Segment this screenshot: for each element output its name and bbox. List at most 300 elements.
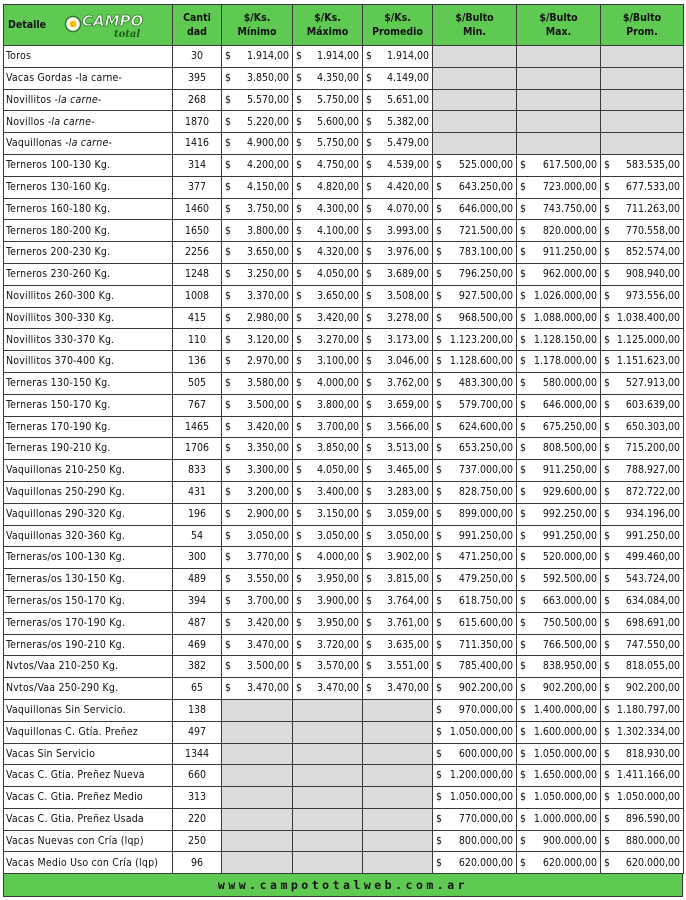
currency-symbol: $ [225, 442, 232, 455]
row-value: 3.761,00 [386, 616, 429, 629]
currency-symbol: $ [436, 529, 443, 542]
row-b-max [517, 198, 601, 220]
currency-symbol: $ [366, 311, 373, 324]
row-b-max [517, 656, 601, 678]
row-value: 929.600,00 [542, 486, 597, 499]
row-value: 675.250,00 [542, 420, 597, 433]
row-value: 3.770,00 [246, 551, 289, 564]
row-value: 3.400,00 [316, 486, 359, 499]
currency-symbol: $ [520, 246, 527, 259]
row-value: 3.250,00 [246, 268, 289, 281]
row-ks-max [293, 569, 363, 591]
currency-symbol: $ [604, 464, 611, 477]
row-value: 646.000,00 [542, 398, 597, 411]
currency-symbol: $ [604, 791, 611, 804]
row-ks-prom [363, 67, 433, 89]
row-value: 4.900,00 [246, 137, 289, 150]
row-value: 1.914,00 [386, 50, 429, 63]
empty-cell [517, 133, 601, 155]
empty-cell [222, 699, 293, 721]
row-b-prom [601, 263, 684, 285]
row-value: 721.500,00 [458, 224, 513, 237]
row-b-min [433, 394, 517, 416]
row-ks-min [222, 656, 293, 678]
empty-cell [433, 67, 517, 89]
row-b-prom [601, 787, 684, 809]
row-detalle-note: -la carne- [54, 93, 102, 106]
row-value: 785.400,00 [458, 660, 513, 673]
row-detalle [4, 830, 173, 852]
row-b-min [433, 220, 517, 242]
row-value: 2.900,00 [246, 507, 289, 520]
row-value: 583.535,00 [625, 159, 680, 172]
row-detalle [4, 133, 173, 155]
row-b-max [517, 481, 601, 503]
row-cantidad: 660 [173, 765, 222, 787]
row-value: 543.724,00 [625, 573, 680, 586]
currency-symbol: $ [366, 50, 373, 63]
currency-symbol: $ [604, 442, 611, 455]
empty-cell [293, 699, 363, 721]
currency-symbol: $ [520, 180, 527, 193]
currency-symbol: $ [520, 616, 527, 629]
row-detalle-text: Vaquillonas 290-320 Kg. [6, 507, 126, 520]
row-b-max [517, 176, 601, 198]
row-b-prom [601, 438, 684, 460]
currency-symbol: $ [296, 507, 303, 520]
table-row [4, 372, 684, 394]
row-cantidad: 1008 [173, 285, 222, 307]
row-cantidad: 313 [173, 787, 222, 809]
row-value: 820.000,00 [542, 224, 597, 237]
row-value: 5.750,00 [316, 93, 359, 106]
currency-symbol: $ [520, 202, 527, 215]
currency-symbol: $ [366, 529, 373, 542]
row-value: 4.000,00 [316, 551, 359, 564]
row-ks-max [293, 307, 363, 329]
currency-symbol: $ [604, 333, 611, 346]
row-detalle [4, 787, 173, 809]
row-value: 991.250,00 [542, 529, 597, 542]
currency-symbol: $ [436, 486, 443, 499]
row-b-min [433, 699, 517, 721]
row-detalle-text: Terneras 190-210 Kg. [6, 442, 111, 455]
row-b-min [433, 372, 517, 394]
table-row [4, 612, 684, 634]
row-cantidad: 394 [173, 590, 222, 612]
row-ks-prom [363, 242, 433, 264]
row-ks-min [222, 547, 293, 569]
row-b-prom [601, 242, 684, 264]
empty-cell [363, 721, 433, 743]
row-value: 3.420,00 [316, 311, 359, 324]
row-value: 1.000.000,00 [533, 813, 597, 826]
currency-symbol: $ [225, 660, 232, 673]
currency-symbol: $ [604, 529, 611, 542]
row-detalle [4, 656, 173, 678]
header-detalle [4, 5, 173, 46]
row-value: 624.600,00 [458, 420, 513, 433]
row-value: 3.815,00 [386, 573, 429, 586]
row-b-max [517, 329, 601, 351]
row-value: 3.750,00 [246, 202, 289, 215]
currency-symbol: $ [366, 180, 373, 193]
row-value: 5.220,00 [246, 115, 289, 128]
currency-symbol: $ [604, 616, 611, 629]
row-detalle-text: Novillitos 260-300 Kg. [6, 289, 115, 302]
currency-symbol: $ [436, 398, 443, 411]
row-value: 737.000,00 [458, 464, 513, 477]
row-value: 4.000,00 [316, 377, 359, 390]
currency-symbol: $ [366, 464, 373, 477]
row-b-max [517, 569, 601, 591]
row-detalle-text: Vacas Sin Servicio [6, 747, 96, 760]
currency-symbol: $ [225, 202, 232, 215]
row-cantidad: 96 [173, 852, 222, 874]
row-value: 1.151.623,00 [616, 355, 680, 368]
row-detalle [4, 765, 173, 787]
currency-symbol: $ [604, 813, 611, 826]
row-detalle [4, 67, 173, 89]
row-detalle-text: Novillitos 370-400 Kg. [6, 355, 115, 368]
currency-symbol: $ [436, 246, 443, 259]
row-value: 902.200,00 [542, 682, 597, 695]
row-detalle [4, 198, 173, 220]
row-value: 828.750,00 [458, 486, 513, 499]
row-value: 911.250,00 [542, 246, 597, 259]
row-b-max [517, 460, 601, 482]
empty-cell [363, 765, 433, 787]
row-detalle [4, 852, 173, 874]
table-row [4, 569, 684, 591]
row-value: 1.128.600,00 [449, 355, 513, 368]
row-value: 1.128.150,00 [533, 333, 597, 346]
currency-symbol: $ [604, 486, 611, 499]
currency-symbol: $ [296, 246, 303, 259]
table-row [4, 307, 684, 329]
row-ks-max [293, 67, 363, 89]
row-value: 1.050.000,00 [533, 791, 597, 804]
row-b-max [517, 416, 601, 438]
row-b-prom [601, 481, 684, 503]
currency-symbol: $ [520, 660, 527, 673]
row-value: 650.303,00 [625, 420, 680, 433]
currency-symbol: $ [366, 246, 373, 259]
row-b-max [517, 525, 601, 547]
row-value: 1.050.000,00 [533, 747, 597, 760]
row-detalle-text: Novillitos [6, 93, 55, 106]
empty-cell [293, 743, 363, 765]
row-b-max [517, 590, 601, 612]
row-b-min [433, 503, 517, 525]
row-value: 1.650.000,00 [533, 769, 597, 782]
currency-symbol: $ [225, 159, 232, 172]
table-row [4, 634, 684, 656]
row-ks-max [293, 460, 363, 482]
row-ks-max [293, 285, 363, 307]
row-b-prom [601, 220, 684, 242]
empty-cell [293, 808, 363, 830]
table-row [4, 154, 684, 176]
currency-symbol: $ [366, 682, 373, 695]
website-footer: www.campototalweb.com.ar [3, 874, 683, 897]
currency-symbol: $ [366, 93, 373, 106]
currency-symbol: $ [604, 595, 611, 608]
row-value: 900.000,00 [542, 834, 597, 847]
row-detalle-text: Novillos [6, 115, 48, 128]
table-row [4, 67, 684, 89]
row-value: 4.050,00 [316, 268, 359, 281]
row-value: 880.000,00 [625, 834, 680, 847]
row-detalle-text: Terneros 100-130 Kg. [6, 159, 111, 172]
row-detalle [4, 416, 173, 438]
row-b-min [433, 656, 517, 678]
row-b-prom [601, 176, 684, 198]
row-b-prom [601, 416, 684, 438]
table-row [4, 285, 684, 307]
row-b-min [433, 634, 517, 656]
empty-cell [293, 830, 363, 852]
row-ks-max [293, 394, 363, 416]
empty-cell [517, 111, 601, 133]
row-value: 698.691,00 [625, 616, 680, 629]
currency-symbol: $ [520, 159, 527, 172]
row-value: 1.038.400,00 [616, 311, 680, 324]
row-value: 1.914,00 [316, 50, 359, 63]
row-ks-max [293, 198, 363, 220]
row-value: 991.250,00 [625, 529, 680, 542]
row-ks-prom [363, 329, 433, 351]
row-detalle [4, 525, 173, 547]
currency-symbol: $ [225, 682, 232, 695]
empty-cell [601, 133, 684, 155]
row-detalle-text: Nvtos/Vaa 250-290 Kg. [6, 682, 119, 695]
currency-symbol: $ [225, 638, 232, 651]
row-b-prom [601, 329, 684, 351]
row-cantidad: 196 [173, 503, 222, 525]
row-ks-min [222, 590, 293, 612]
row-b-prom [601, 154, 684, 176]
currency-symbol: $ [520, 682, 527, 695]
row-b-min [433, 329, 517, 351]
row-cantidad: 1650 [173, 220, 222, 242]
row-ks-prom [363, 263, 433, 285]
row-b-max [517, 830, 601, 852]
currency-symbol: $ [436, 747, 443, 760]
row-b-prom [601, 372, 684, 394]
row-value: 991.250,00 [458, 529, 513, 542]
currency-symbol: $ [604, 289, 611, 302]
currency-symbol: $ [604, 704, 611, 717]
row-cantidad: 377 [173, 176, 222, 198]
currency-symbol: $ [520, 813, 527, 826]
row-value: 796.250,00 [458, 268, 513, 281]
row-b-prom [601, 503, 684, 525]
row-ks-min [222, 678, 293, 700]
currency-symbol: $ [436, 268, 443, 281]
row-value: 3.650,00 [246, 246, 289, 259]
table-row [4, 678, 684, 700]
campo-total-logo [64, 9, 150, 41]
currency-symbol: $ [225, 616, 232, 629]
row-b-max [517, 678, 601, 700]
row-ks-min [222, 46, 293, 68]
currency-symbol: $ [520, 856, 527, 869]
row-value: 711.350,00 [458, 638, 513, 651]
currency-symbol: $ [225, 115, 232, 128]
row-cantidad: 1416 [173, 133, 222, 155]
row-value: 499.460,00 [625, 551, 680, 564]
logo-text-campo: CAMPO [82, 12, 144, 30]
row-value: 1.088.000,00 [533, 311, 597, 324]
row-value: 3.650,00 [316, 289, 359, 302]
row-value: 3.470,00 [246, 682, 289, 695]
header-ks-min: $/Ks. Mínimo [222, 5, 293, 46]
currency-symbol: $ [296, 420, 303, 433]
row-value: 4.050,00 [316, 464, 359, 477]
row-b-prom [601, 656, 684, 678]
row-value: 3.050,00 [386, 529, 429, 542]
currency-symbol: $ [225, 595, 232, 608]
row-value: 520.000,00 [542, 551, 597, 564]
currency-symbol: $ [366, 486, 373, 499]
currency-symbol: $ [225, 311, 232, 324]
row-b-prom [601, 525, 684, 547]
currency-symbol: $ [604, 507, 611, 520]
row-cantidad: 487 [173, 612, 222, 634]
currency-symbol: $ [366, 71, 373, 84]
row-cantidad: 2256 [173, 242, 222, 264]
row-ks-prom [363, 307, 433, 329]
row-b-prom [601, 721, 684, 743]
empty-cell [433, 111, 517, 133]
row-value: 677.533,00 [625, 180, 680, 193]
row-b-max [517, 547, 601, 569]
row-detalle-text: Vaquillonas 320-360 Kg. [6, 529, 126, 542]
currency-symbol: $ [366, 616, 373, 629]
row-value: 3.689,00 [386, 268, 429, 281]
row-value: 872.722,00 [625, 486, 680, 499]
row-ks-min [222, 154, 293, 176]
row-ks-prom [363, 176, 433, 198]
row-value: 3.173,00 [386, 333, 429, 346]
table-row [4, 394, 684, 416]
row-detalle [4, 351, 173, 373]
row-detalle [4, 569, 173, 591]
currency-symbol: $ [520, 747, 527, 760]
row-value: 1.026.000,00 [533, 289, 597, 302]
currency-symbol: $ [225, 573, 232, 586]
row-value: 818.930,00 [625, 747, 680, 760]
row-value: 618.750,00 [458, 595, 513, 608]
table-row [4, 133, 684, 155]
empty-cell [293, 721, 363, 743]
currency-symbol: $ [296, 595, 303, 608]
row-detalle-text: Toros [6, 50, 32, 63]
table-row [4, 481, 684, 503]
empty-cell [222, 830, 293, 852]
row-value: 653.250,00 [458, 442, 513, 455]
currency-symbol: $ [436, 573, 443, 586]
row-ks-prom [363, 634, 433, 656]
row-b-min [433, 307, 517, 329]
currency-symbol: $ [520, 398, 527, 411]
table-row [4, 438, 684, 460]
header-bulto-prom: $/Bulto Prom. [601, 5, 684, 46]
row-detalle [4, 263, 173, 285]
row-value: 3.580,00 [246, 377, 289, 390]
row-value: 3.950,00 [316, 573, 359, 586]
row-ks-max [293, 525, 363, 547]
row-b-max [517, 765, 601, 787]
currency-symbol: $ [296, 289, 303, 302]
currency-symbol: $ [520, 704, 527, 717]
row-detalle [4, 285, 173, 307]
currency-symbol: $ [225, 464, 232, 477]
row-b-max [517, 242, 601, 264]
row-ks-min [222, 569, 293, 591]
table-row [4, 351, 684, 373]
row-detalle [4, 721, 173, 743]
row-b-min [433, 612, 517, 634]
row-ks-min [222, 351, 293, 373]
empty-cell [222, 721, 293, 743]
row-b-min [433, 852, 517, 874]
row-detalle-text: Terneras/os 150-170 Kg. [6, 595, 126, 608]
row-value: 3.270,00 [316, 333, 359, 346]
row-value: 3.100,00 [316, 355, 359, 368]
row-ks-min [222, 460, 293, 482]
row-ks-prom [363, 198, 433, 220]
row-detalle-text: Terneros 200-230 Kg. [6, 246, 111, 259]
currency-symbol: $ [604, 398, 611, 411]
row-b-min [433, 176, 517, 198]
row-ks-max [293, 46, 363, 68]
row-cantidad: 110 [173, 329, 222, 351]
row-detalle [4, 460, 173, 482]
currency-symbol: $ [436, 682, 443, 695]
currency-symbol: $ [366, 420, 373, 433]
row-value: 4.300,00 [316, 202, 359, 215]
row-value: 3.635,00 [386, 638, 429, 651]
row-value: 4.150,00 [246, 180, 289, 193]
row-ks-max [293, 351, 363, 373]
table-row [4, 590, 684, 612]
row-ks-max [293, 481, 363, 503]
row-detalle-text: Terneros 160-180 Kg. [6, 202, 111, 215]
currency-symbol: $ [225, 137, 232, 150]
row-cantidad: 1248 [173, 263, 222, 285]
row-value: 5.600,00 [316, 115, 359, 128]
currency-symbol: $ [225, 551, 232, 564]
row-value: 3.762,00 [386, 377, 429, 390]
row-b-prom [601, 394, 684, 416]
header-detalle-label: Detalle [8, 19, 47, 31]
header-ks-prom: $/Ks. Promedio [363, 5, 433, 46]
row-detalle [4, 176, 173, 198]
currency-symbol: $ [225, 180, 232, 193]
row-cantidad: 469 [173, 634, 222, 656]
row-cantidad: 382 [173, 656, 222, 678]
currency-symbol: $ [366, 507, 373, 520]
currency-symbol: $ [436, 180, 443, 193]
row-cantidad: 136 [173, 351, 222, 373]
row-detalle-text: Terneras 150-170 Kg. [6, 398, 111, 411]
row-ks-min [222, 438, 293, 460]
row-value: 3.059,00 [386, 507, 429, 520]
row-value: 579.700,00 [458, 398, 513, 411]
empty-cell [601, 46, 684, 68]
